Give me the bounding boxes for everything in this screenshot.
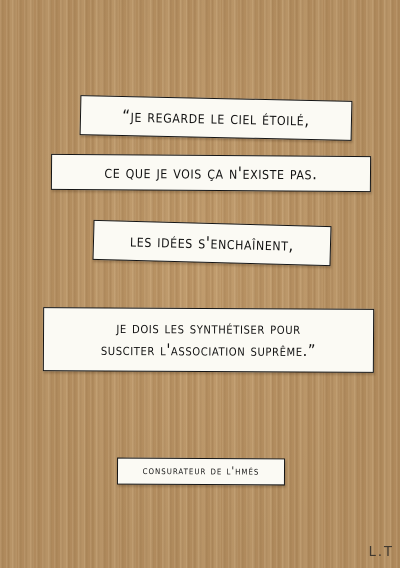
quote-strip-4 (43, 307, 374, 373)
quote-strip-4-text (101, 317, 316, 362)
quote-line-1: “je regarde le ciel étoilé, (122, 105, 310, 131)
attribution-strip (117, 458, 285, 486)
quote-strip-1 (80, 95, 353, 141)
quote-strip-2 (51, 154, 371, 192)
artist-signature: L.T (368, 545, 394, 560)
quote-strip-3 (93, 220, 332, 266)
quote-line-2: ce que je vois ça n'existe pas. (104, 162, 318, 184)
quote-line-4a: je dois les synthétiser pour (116, 319, 301, 339)
quote-line-3: les idées s'enchaînent, (129, 230, 295, 256)
quote-line-4b: susciter l'association suprême.” (100, 341, 317, 361)
attribution-text: consurateur de l'hmés (142, 465, 260, 478)
